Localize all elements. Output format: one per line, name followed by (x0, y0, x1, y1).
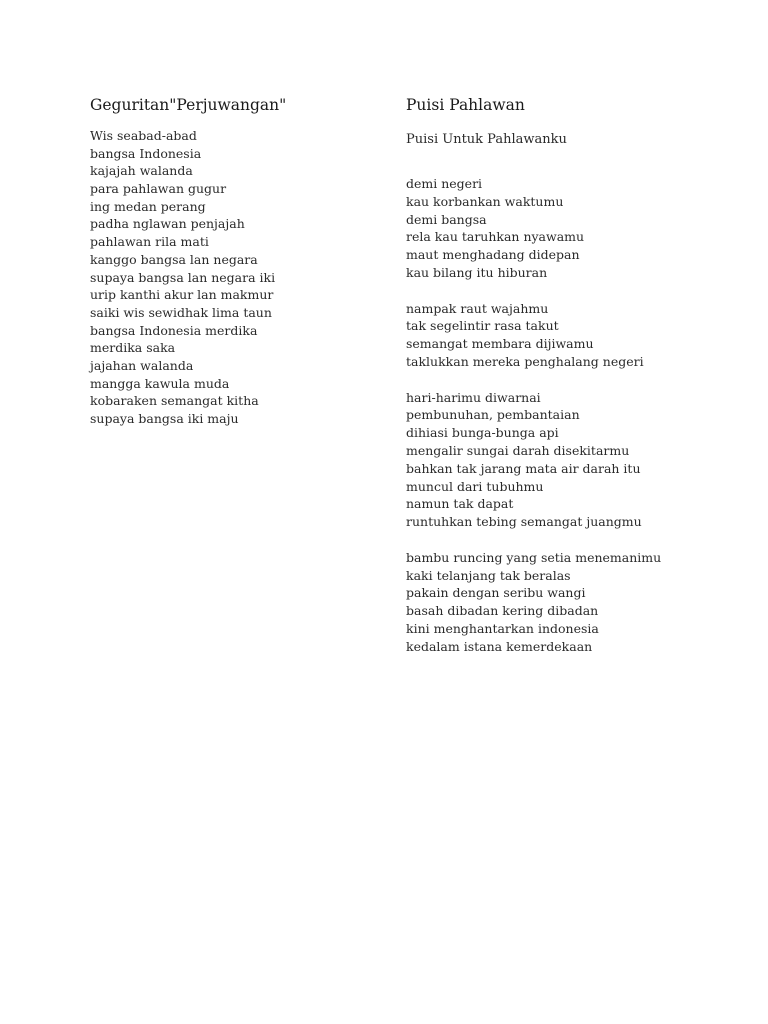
poem-line: taklukkan mereka penghalang negeri (406, 353, 644, 369)
poem-line: pakain dengan seribu wangi (406, 585, 586, 601)
poem-line: supaya bangsa iki maju (90, 411, 239, 426)
poem-line: kini menghantarkan indonesia (406, 620, 599, 636)
poem-line: kanggo bangsa lan negara (90, 251, 258, 267)
poem-line: kau korbankan waktumu (406, 193, 564, 209)
poem-line: saiki wis sewidhak lima taun (90, 304, 272, 320)
poem-line: para pahlawan gugur (90, 181, 227, 197)
poem-line: maut menghadang didepan (406, 247, 580, 263)
poem-line: bangsa Indonesia merdika (90, 322, 258, 338)
poem-stanza (406, 549, 746, 656)
poem-line: basah dibadan kering dibadan (406, 603, 599, 619)
poem-line: tak segelintir rasa takut (406, 318, 559, 334)
poem-line: ing medan perang (90, 198, 206, 214)
poem-line: dihiasi bunga-bunga api (406, 425, 559, 441)
right-poem (406, 92, 746, 656)
poem-line: supaya bangsa lan negara iki (90, 269, 276, 285)
right-poem-title: Puisi Pahlawan (406, 96, 525, 114)
poem-line: merdika saka (90, 340, 176, 356)
left-poem (90, 92, 380, 428)
poem-line: bambu runcing yang setia menemanimu (406, 549, 662, 565)
left-poem-lines (90, 127, 380, 428)
poem-line: bahkan tak jarang mata air darah itu (406, 460, 641, 476)
poem-line: kedalam istana kemerdekaan (406, 638, 593, 654)
poem-line: runtuhkan tebing semangat juangmu (406, 514, 642, 530)
poem-line: rela kau taruhkan nyawamu (406, 229, 585, 245)
poem-line: Wis seabad-abad (90, 128, 197, 143)
poem-line: pembunuhan, pembantaian (406, 407, 580, 423)
poem-line: kau bilang itu hiburan (406, 264, 548, 280)
poem-line: mangga kawula muda (90, 375, 230, 391)
poem-line: jajahan walanda (90, 357, 194, 373)
poem-line: bangsa Indonesia (90, 145, 202, 161)
poem-stanza (406, 175, 746, 282)
left-poem-title: Geguritan"Perjuwangan" (90, 96, 287, 114)
poem-line: demi bangsa (406, 211, 487, 227)
poem-line: muncul dari tubuhmu (406, 478, 544, 494)
poem-line: mengalir sungai darah disekitarmu (406, 442, 630, 458)
poem-line: kajajah walanda (90, 163, 193, 179)
poem-line: nampak raut wajahmu (406, 300, 549, 316)
poem-line: kobaraken semangat kitha (90, 393, 259, 409)
poem-line: hari-harimu diwarnai (406, 389, 541, 405)
poem-line: urip kanthi akur lan makmur (90, 287, 274, 303)
poem-line: semangat membara dijiwamu (406, 336, 594, 352)
poem-stanza (406, 389, 746, 531)
right-poem-subtitle: Puisi Untuk Pahlawanku (406, 132, 567, 147)
poem-line: kaki telanjang tak beralas (406, 567, 571, 583)
poem-stanza (406, 300, 746, 371)
poem-line: namun tak dapat (406, 496, 514, 512)
poem-line: demi negeri (406, 176, 483, 191)
poem-line: padha nglawan penjajah (90, 216, 245, 232)
poem-line: pahlawan rila mati (90, 234, 209, 250)
